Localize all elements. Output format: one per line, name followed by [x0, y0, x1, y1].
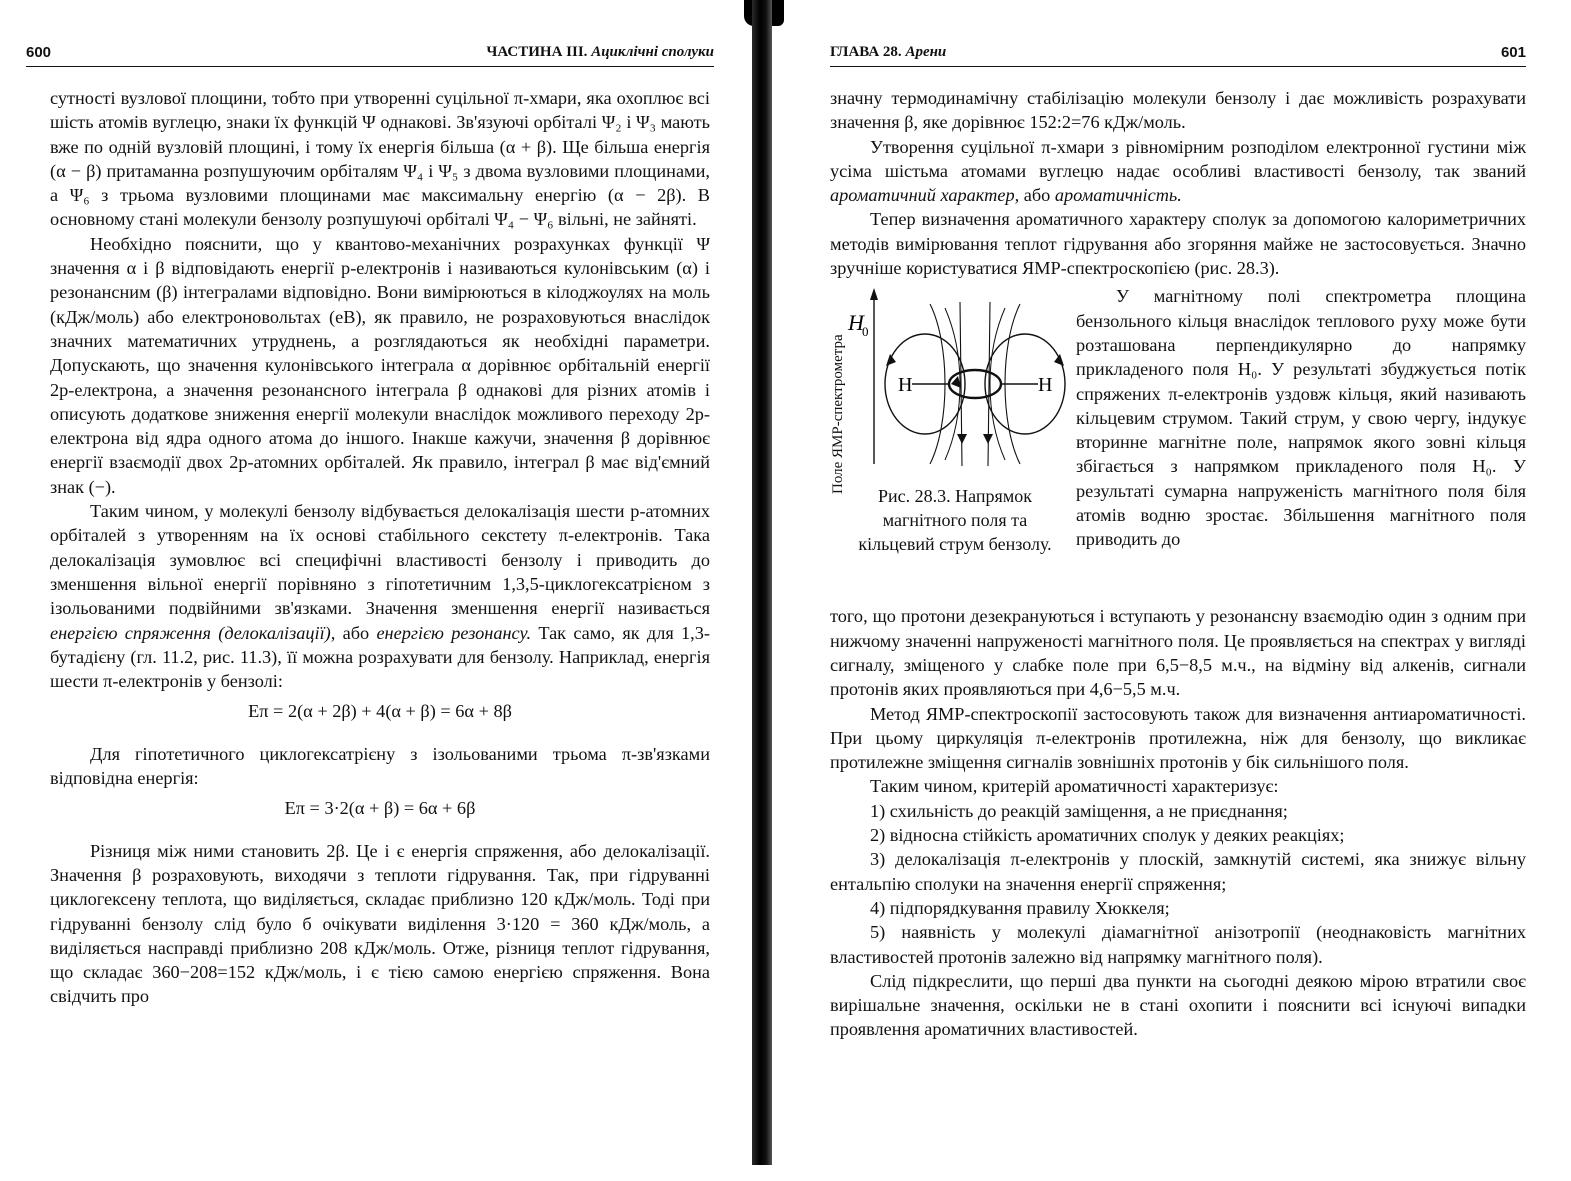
- text-run: або: [335, 622, 377, 643]
- paragraph: Тепер визначення ароматичного характеру сполук за допомогою калориметричних методів вимірювання теплот гідрування або згоряння майже не застосовується. Значно зручніше користуватися ЯМР-спектроскопією (рис. 28.3).: [830, 209, 1526, 279]
- paragraph: сутності вузлової площини, тобто при утворенні суцільної π-хмари, яка охоплює всі шість атомів вуглецю, знаки їх функцій Ψ однакові. Зв'язуючі орбіталі Ψ₂ і Ψ₃ мають вже по одній вузловій площині, і тому їх енергія більша (α + β). Ще більша енергія (α − β) притаманна розпушуючим орбіталям Ψ₄ і Ψ₅ з двома вузловими площинами, а Ψ₆ з трьома вузловими площинами має максимальну енергію (α − 2β). В основному стані молекули бензолу розпушуючі орбіталі Ψ₄ − Ψ₆ вільні, не зайняті.: [50, 88, 710, 230]
- field-subscript: 0: [862, 324, 869, 340]
- term-conjugation-energy: енергією спряження (делокалізації),: [50, 622, 336, 643]
- figure-caption: [850, 484, 1060, 556]
- paragraph: того, що протони дезекрануються і вступають у резонансну взаємодію один з одним при нижчому значенні напруженості магнітного поля. Це проявляється на спектрах у вигляді сигналу, зміщеного у слабке поле при 6,5−8,5 м.ч., на відміну від алкенів, сигнали протонів яких проявляються при 4,6−5,5 м.ч.: [830, 606, 1526, 700]
- hydrogen-right: H: [1038, 374, 1053, 397]
- paragraph: Для гіпотетичного циклогексатрієну з ізольованими трьома π-зв'язками відповідна енергія:: [50, 743, 710, 789]
- caption-text: магнітного поля та кільцевий струм бензолу.: [858, 510, 1052, 555]
- term-aromatic-character: ароматичний характер,: [830, 185, 1020, 206]
- ring-current-diagram: [830, 284, 1070, 484]
- text-run: Так само, як для 1,3-бутадієну (гл. 11.2, рис. 11.3), її можна розрахувати для бензолу. Наприклад, енергія шести π-електронів у бензолі:: [50, 622, 710, 692]
- paragraph: Слід підкреслити, що перші два пункти на сьогодні деякою мірою втратили своє вирішальне значення, оскільки не в стані охопити і пояснити всі існуючі випадки проявлення ароматичних властивостей.: [830, 970, 1526, 1040]
- list-item: 3) делокалізація π-електронів у плоскій, замкнутій системі, яка знижує вільну ентальпію сполуки на значення енергії спряження;: [830, 849, 1526, 894]
- left-page-header: [26, 42, 714, 67]
- term-resonance-energy: енергією резонансу.: [376, 622, 532, 643]
- field-label: H: [848, 310, 864, 336]
- list-item: 4) підпорядкування правилу Хюккеля;: [870, 897, 1170, 918]
- list-item: 1) схильність до реакцій заміщення, а не приєднання;: [870, 800, 1288, 821]
- right-page-header: [830, 42, 1526, 67]
- header-title-right: Арени: [905, 44, 947, 60]
- paragraph: [830, 135, 1526, 208]
- paragraph: Різниця між ними становить 2β. Це і є енергія спряження, або делокалізації. Значення β розраховують, виходячи з теплоти гідрування. Так, при гідруванні циклогексену теплота, що виділяється, складає приблизно 120 кДж/моль. Тоді при гідруванні бензолу слід було б очікувати виділення 3·120 = 360 кДж/моль, а виділяється насправді приблизно 208 кДж/моль. Отже, різниця теплот гідрування, що складає 360−208=152 кДж/моль, і є тією самою енергією спряження. Вона свідчить про: [50, 840, 710, 1007]
- list-item: 2) відносна стійкість ароматичних сполук у деяких реакціях;: [870, 825, 1345, 846]
- hydrogen-left: H: [898, 374, 913, 397]
- paragraph: Необхідно пояснити, що у квантово-механічних розрахунках функції Ψ значення α і β відповідають енергії p-електронів і називаються кулонівським (α) і резонансним (β) інтегралами відповідно. Вони вимірюються в кілоджоулях на моль (кДж/моль) або електроновольтах (еВ), як правило, не розраховуються внаслідок значних математичних утруднень, а розглядаються як необхідні параметри. Допускають, що значення кулонівського інтеграла α дорівнює орбітальній енергії 2p-електрона, а значення резонансного інтеграла β однакові для різних атомів і описують додаткове зниження енергії молекули внаслідок можливого переходу 2p-електрона від ядра одного атома до іншого. Інакше кажучи, значення β дорівнює енергії взаємодії двох 2p-атомних орбіталей. Як правило, інтеграл β має від'ємний знак (−).: [50, 233, 710, 497]
- text-run: Утворення суцільної π-хмари з рівномірним розподілом електронної густини між усіма шістьма атомами вуглецю надає особливі властивості бензолу, так званий: [830, 136, 1526, 181]
- header-part: ЧАСТИНА III.: [486, 44, 588, 60]
- running-head-right: [830, 44, 946, 61]
- paragraph: Метод ЯМР-спектроскопії застосовують також для визначення антиароматичності. При цьому циркуляція π-електронів протилежна, ніж для бензолу, що викликає протилежне зміщення сигналів зовнішніх протонів у бік сильнішого поля.: [830, 703, 1526, 773]
- equation-benzene: Eπ = 2(α + 2β) + 4(α + β) = 6α + 8β: [248, 701, 512, 722]
- figure-block: [830, 284, 1526, 604]
- right-page-body: [830, 86, 1526, 1042]
- header-chapter: ГЛАВА 28.: [830, 44, 902, 60]
- running-head-left: [486, 44, 714, 61]
- term-aromaticity: ароматичність.: [1054, 185, 1182, 206]
- figure-side-label: Поле ЯМР-спектрометра: [830, 334, 846, 495]
- page-number-left: 600: [26, 44, 52, 61]
- figure-side-text: [1076, 284, 1526, 551]
- left-page: [0, 0, 760, 1181]
- header-title-left: Ациклічні сполуки: [591, 44, 714, 60]
- caption-number: Рис. 28.3. Напрямок: [878, 486, 1032, 507]
- figure-28-3: [830, 284, 1070, 584]
- paragraph: [50, 499, 710, 693]
- list-item: 5) наявність у молекулі діамагнітної анізотропії (неоднаковість магнітних властивостей протонів залежно від напрямку магнітного поля).: [830, 922, 1526, 967]
- text-run: або: [1019, 185, 1055, 206]
- equation-cyclohexatriene: Eπ = 3·2(α + β) = 6α + 6β: [284, 798, 476, 819]
- paragraph: значну термодинамічну стабілізацію молекули бензолу і дає можливість розрахувати значення β, яке дорівнює 152:2=76 кДж/моль.: [830, 88, 1526, 133]
- paragraph: Таким чином, критерій ароматичності характеризує:: [870, 776, 1279, 797]
- right-page: [790, 0, 1571, 1181]
- text-run: Таким чином, у молекулі бензолу відбувається делокалізація шести p-атомних орбіталей з утворенням на їх основі стабільного секстету π-електронів. Така делокалізація зумовлює всі специфічні властивості бензолу і приводить до зменшення вільної енергії порівняно з гіпотетичним 1,3,5-циклогексатрієном з ізольованими подвійними зв'язками. Значення зменшення енергії називається: [50, 501, 710, 619]
- page-number-right: 601: [1500, 44, 1526, 61]
- paragraph: У магнітному полі спектрометра площина бензольного кільця внаслідок теплового руху може бути розташована перпендикулярно до напрямку прикладеного поля H₀. У результаті збуджується потік спряжених π-електронів уздовж кільця, який називають кільцевим струмом. Такий струм, у свою чергу, індукує вторинне магнітне поле, напрямок якого зовні кільця збігається з напрямком прикладеного поля H₀. У результаті сумарна напруженість магнітного поля біля атомів водню зростає. Збільшення магнітного поля приводить до: [1076, 286, 1526, 550]
- left-page-body: [50, 86, 710, 1009]
